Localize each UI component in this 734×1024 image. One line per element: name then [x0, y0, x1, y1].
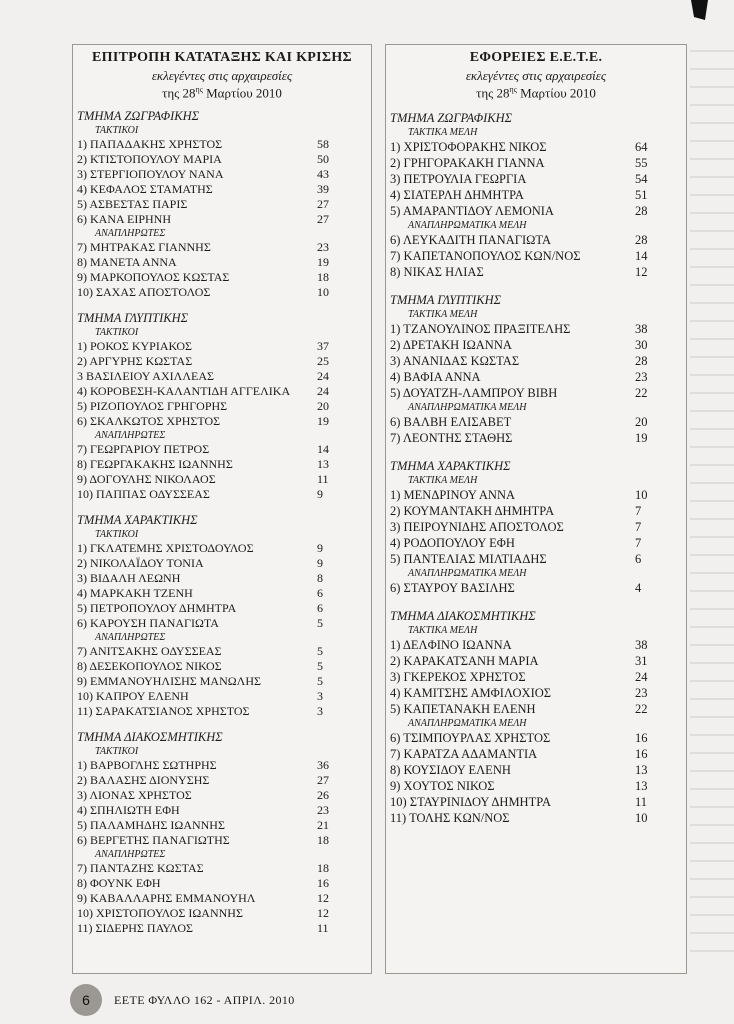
candidate-row — [77, 354, 371, 369]
candidate-row — [77, 921, 371, 936]
candidate-name: 6) ΤΣΙΜΠΟΥΡΛΑΣ ΧΡΗΣΤΟΣ — [390, 731, 551, 746]
adjacent-page-bleed — [690, 40, 734, 960]
page-number: 6 — [70, 984, 102, 1016]
candidate-name: 4) ΣΙΑΤΕΡΛΗ ΔΗΜΗΤΡΑ — [390, 188, 524, 203]
candidate-row — [77, 212, 371, 227]
candidate-name: 7) ΑΝΙΤΣΑΚΗΣ ΟΔΥΣΣΕΑΣ — [77, 644, 222, 659]
candidate-name: 10) ΣΑΧΑΣ ΑΠΟΣΤΟΛΟΣ — [77, 285, 211, 300]
candidate-name: 8) ΚΟΥΣΙΔΟΥ ΕΛΕΝΗ — [390, 763, 511, 778]
candidate-row — [390, 778, 686, 794]
candidate-row — [390, 155, 686, 171]
candidate-row — [77, 384, 371, 399]
candidate-votes: 11 — [317, 472, 329, 487]
candidate-row — [77, 414, 371, 429]
candidate-name: 3) ΒΙΔΑΛΗ ΛΕΩΝΗ — [77, 571, 181, 586]
candidate-votes: 50 — [317, 152, 329, 167]
candidate-votes: 7 — [635, 536, 642, 551]
candidate-row — [390, 580, 686, 596]
candidate-row — [77, 788, 371, 803]
candidate-votes: 38 — [635, 322, 648, 337]
candidate-row — [77, 255, 371, 270]
candidate-row — [77, 487, 371, 502]
candidate-votes: 9 — [317, 487, 323, 502]
candidate-votes: 12 — [317, 906, 329, 921]
member-group-title: ΑΝΑΠΛΗΡΩΜΑΤΙΚΑ ΜΕΛΗ — [408, 402, 527, 414]
candidate-name: 5) ΔΟΥΑΤΖΗ-ΛΑΜΠΡΟΥ ΒΙΒΗ — [390, 386, 558, 401]
panel-subtitle: εκλεγέντες στις αρχαιρεσίες — [151, 68, 293, 83]
candidate-row — [390, 519, 686, 535]
candidate-row — [390, 353, 686, 369]
candidate-votes: 18 — [317, 861, 329, 876]
candidate-name: 1) ΠΑΠΑΔΑΚΗΣ ΧΡΗΣΤΟΣ — [77, 137, 223, 152]
candidate-name: 4) ΚΟΡΟΒΕΣΗ-ΚΑΛΑΝΤΙΔΗ ΑΓΓΕΛΙΚΑ — [77, 384, 291, 399]
candidate-votes: 5 — [317, 616, 323, 631]
candidate-name: 10) ΧΡΙΣΤΟΠΟΥΛΟΣ ΙΩΑΝΝΗΣ — [77, 906, 243, 921]
candidate-row — [77, 674, 371, 689]
candidate-votes: 5 — [317, 644, 323, 659]
candidate-name: 2) ΝΙΚΟΛΑΪΔΟΥ ΤΟΝΙΑ — [77, 556, 204, 571]
panel-header — [386, 50, 686, 101]
member-group-title: ΤΑΚΤΙΚΟΙ — [95, 529, 139, 541]
candidate-votes: 9 — [317, 556, 323, 571]
panel-date — [73, 85, 371, 101]
candidate-name: 2) ΑΡΓΥΡΗΣ ΚΩΣΤΑΣ — [77, 354, 193, 369]
panel-body — [386, 101, 686, 826]
candidate-row — [390, 503, 686, 519]
panel-title: ΕΠΙΤΡΟΠΗ ΚΑΤΑΤΑΞΗΣ ΚΑΙ ΚΡΙΣΗΣ — [92, 50, 352, 65]
candidate-name: 2) ΚΑΡΑΚΑΤΣΑΝΗ ΜΑΡΙΑ — [390, 654, 539, 669]
candidate-name: 6) ΣΤΑΥΡΟΥ ΒΑΣΙΛΗΣ — [390, 581, 515, 596]
candidate-name: 11) ΤΟΛΗΣ ΚΩΝ/ΝΟΣ — [390, 811, 510, 826]
candidate-row — [390, 685, 686, 701]
candidate-votes: 5 — [317, 659, 323, 674]
candidate-name: 7) ΚΑΡΑΤΖΑ ΑΔΑΜΑΝΤΙΑ — [390, 747, 538, 762]
candidate-votes: 24 — [317, 384, 329, 399]
candidate-row — [390, 369, 686, 385]
candidate-name: 3 ΒΑΣΙΛΕΙΟΥ ΑΧΙΛΛΕΑΣ — [77, 369, 215, 384]
candidate-name: 6) ΣΚΑΛΚΩΤΟΣ ΧΡΗΣΤΟΣ — [77, 414, 221, 429]
candidate-row — [77, 773, 371, 788]
candidate-name: 2) ΒΑΛΑΣΗΣ ΔΙΟΝΥΣΗΣ — [77, 773, 210, 788]
candidate-votes: 27 — [317, 212, 329, 227]
candidate-votes: 27 — [317, 773, 329, 788]
candidate-name: 9) ΜΑΡΚΟΠΟΥΛΟΣ ΚΩΣΤΑΣ — [77, 270, 230, 285]
candidate-name: 8) ΔΕΣΕΚΟΠΟΥΛΟΣ ΝΙΚΟΣ — [77, 659, 222, 674]
candidate-votes: 31 — [635, 654, 648, 669]
panel-date — [386, 85, 686, 101]
candidate-row — [390, 487, 686, 503]
candidate-row — [77, 137, 371, 152]
candidate-votes: 11 — [317, 921, 329, 936]
candidate-name: 5) ΑΣΒΕΣΤΑΣ ΠΑΡΙΣ — [77, 197, 188, 212]
candidate-votes: 54 — [635, 172, 648, 187]
candidate-row — [77, 369, 371, 384]
candidate-name: 10) ΣΤΑΥΡΙΝΙΔΟΥ ΔΗΜΗΤΡΑ — [390, 795, 552, 810]
member-group-title: ΑΝΑΠΛΗΡΩΜΑΤΙΚΑ ΜΕΛΗ — [408, 220, 527, 232]
candidate-name: 8) ΝΙΚΑΣ ΗΛΙΑΣ — [390, 265, 484, 280]
candidate-row — [390, 187, 686, 203]
candidate-row — [390, 551, 686, 567]
candidate-row — [77, 601, 371, 616]
candidate-votes: 9 — [317, 541, 323, 556]
candidate-votes: 14 — [317, 442, 329, 457]
candidate-row — [390, 762, 686, 778]
department-section — [390, 609, 686, 826]
candidate-row — [77, 704, 371, 719]
candidate-row — [77, 891, 371, 906]
candidate-votes: 25 — [317, 354, 329, 369]
candidate-name: 1) ΤΖΑΝΟΥΛΙΝΟΣ ΠΡΑΞΙΤΕΛΗΣ — [390, 322, 571, 337]
candidate-name: 3) ΑΝΑΝΙΔΑΣ ΚΩΣΤΑΣ — [390, 354, 520, 369]
candidate-name: 8) ΓΕΩΡΓΑΚΑΚΗΣ ΙΩΑΝΝΗΣ — [77, 457, 233, 472]
candidate-row — [390, 430, 686, 446]
candidate-votes: 22 — [635, 386, 648, 401]
member-group-title: ΤΑΚΤΙΚΑ ΜΕΛΗ — [408, 309, 478, 321]
candidate-votes: 14 — [635, 249, 648, 264]
candidate-row — [390, 232, 686, 248]
candidate-votes: 19 — [635, 431, 648, 446]
corner-scan-mark — [688, 0, 708, 20]
candidate-votes: 12 — [635, 265, 648, 280]
candidate-votes: 4 — [635, 581, 642, 596]
candidate-name: 9) ΔΟΓΟΥΛΗΣ ΝΙΚΟΛΑΟΣ — [77, 472, 216, 487]
member-group-title: ΤΑΚΤΙΚΟΙ — [95, 327, 139, 339]
candidate-name: 4) ΚΑΜΙΤΣΗΣ ΑΜΦΙΛΟΧΙΟΣ — [390, 686, 552, 701]
candidate-votes: 16 — [317, 876, 329, 891]
candidate-name: 5) ΚΑΠΕΤΑΝΑΚΗ ΕΛΕΝΗ — [390, 702, 536, 717]
candidate-row — [77, 197, 371, 212]
candidate-votes: 13 — [317, 457, 329, 472]
candidate-votes: 38 — [635, 638, 648, 653]
candidate-row — [77, 270, 371, 285]
candidate-name: 3) ΠΕΙΡΟΥΝΙΔΗΣ ΑΠΟΣΤΟΛΟΣ — [390, 520, 564, 535]
candidate-row — [77, 616, 371, 631]
candidate-name: 8) ΦΟΥΝΚ ΕΦΗ — [77, 876, 161, 891]
candidate-votes: 3 — [317, 689, 323, 704]
department-section — [390, 459, 686, 596]
candidate-name: 4) ΡΟΔΟΠΟΥΛΟΥ ΕΦΗ — [390, 536, 515, 551]
candidate-row — [77, 541, 371, 556]
candidate-row — [77, 457, 371, 472]
candidate-row — [77, 442, 371, 457]
candidate-votes: 23 — [317, 240, 329, 255]
candidate-votes: 3 — [317, 704, 323, 719]
candidate-row — [390, 535, 686, 551]
candidate-name: 6) ΚΑΡΟΥΣΗ ΠΑΝΑΓΙΩΤΑ — [77, 616, 219, 631]
candidate-votes: 18 — [317, 270, 329, 285]
candidate-votes: 21 — [317, 818, 329, 833]
candidate-name: 4) ΜΑΡΚΑΚΗ ΤΖΕΝΗ — [77, 586, 193, 601]
member-group-title: ΤΑΚΤΙΚΟΙ — [95, 746, 139, 758]
candidate-row — [390, 730, 686, 746]
date-prefix: της 28 — [162, 85, 196, 101]
candidate-row — [77, 644, 371, 659]
member-group-title: ΑΝΑΠΛΗΡΩΤΕΣ — [95, 430, 166, 442]
candidate-votes: 28 — [635, 233, 648, 248]
candidate-name: 1) ΓΚΛΑΤΕΜΗΣ ΧΡΙΣΤΟΔΟΥΛΟΣ — [77, 541, 254, 556]
candidate-name: 6) ΒΑΛΒΗ ΕΛΙΣΑΒΕΤ — [390, 415, 512, 430]
candidate-votes: 22 — [635, 702, 648, 717]
section-title: ΤΜΗΜΑ ΔΙΑΚΟΣΜΗΤΙΚΗΣ — [390, 609, 536, 624]
candidate-row — [390, 669, 686, 685]
candidate-votes: 23 — [317, 803, 329, 818]
candidate-name: 10) ΠΑΠΠΑΣ ΟΔΥΣΣΕΑΣ — [77, 487, 210, 502]
section-title: ΤΜΗΜΑ ΓΛΥΠΤΙΚΗΣ — [390, 293, 502, 308]
candidate-votes: 26 — [317, 788, 329, 803]
candidate-name: 7) ΛΕΟΝΤΗΣ ΣΤΑΘΗΣ — [390, 431, 513, 446]
candidate-row — [77, 472, 371, 487]
member-group-title: ΤΑΚΤΙΚΑ ΜΕΛΗ — [408, 475, 478, 487]
candidate-name: 1) ΧΡΙΣΤΟΦΟΡΑΚΗΣ ΝΙΚΟΣ — [390, 140, 547, 155]
candidate-name: 3) ΓΚΕΡΕΚΟΣ ΧΡΗΣΤΟΣ — [390, 670, 526, 685]
member-group-title: ΤΑΚΤΙΚΑ ΜΕΛΗ — [408, 127, 478, 139]
date-suffix: Μαρτίου 2010 — [516, 85, 596, 101]
candidate-name: 7) ΜΗΤΡΑΚΑΣ ΓΙΑΝΝΗΣ — [77, 240, 211, 255]
candidate-row — [390, 701, 686, 717]
candidate-name: 2) ΚΤΙΣΤΟΠΟΥΛΟΥ ΜΑΡΙΑ — [77, 152, 222, 167]
candidate-row — [77, 803, 371, 818]
page-footer — [70, 984, 295, 1016]
candidate-votes: 20 — [317, 399, 329, 414]
panel-subtitle: εκλεγέντες στις αρχαιρεσίες — [465, 68, 607, 83]
candidate-row — [77, 586, 371, 601]
committee-panel — [72, 44, 372, 974]
candidate-row — [77, 399, 371, 414]
candidate-votes: 13 — [635, 779, 648, 794]
date-superscript: ης — [195, 85, 203, 94]
candidate-name: 7) ΓΕΩΡΓΑΡΙΟΥ ΠΕΤΡΟΣ — [77, 442, 210, 457]
candidate-name: 6) ΒΕΡΓΕΤΗΣ ΠΑΝΑΓΙΩΤΗΣ — [77, 833, 230, 848]
candidate-row — [390, 264, 686, 280]
candidate-votes: 28 — [635, 204, 648, 219]
candidate-row — [390, 337, 686, 353]
candidate-votes: 7 — [635, 504, 642, 519]
candidate-name: 1) ΔΕΛΦΙΝΟ ΙΩΑΝΝΑ — [390, 638, 512, 653]
member-group-title: ΤΑΚΤΙΚΑ ΜΕΛΗ — [408, 625, 478, 637]
candidate-name: 5) ΠΕΤΡΟΠΟΥΛΟΥ ΔΗΜΗΤΡΑ — [77, 601, 237, 616]
panel-header — [73, 50, 371, 101]
candidate-row — [77, 659, 371, 674]
member-group-title: ΑΝΑΠΛΗΡΩΜΑΤΙΚΑ ΜΕΛΗ — [408, 568, 527, 580]
candidate-votes: 16 — [635, 747, 648, 762]
member-group-title: ΑΝΑΠΛΗΡΩΤΕΣ — [95, 228, 166, 240]
candidate-name: 6) ΛΕΥΚΑΔΙΤΗ ΠΑΝΑΓΙΩΤΑ — [390, 233, 552, 248]
candidate-row — [390, 746, 686, 762]
candidate-votes: 19 — [317, 414, 329, 429]
candidate-name: 2) ΚΟΥΜΑΝΤΑΚΗ ΔΗΜΗΤΡΑ — [390, 504, 555, 519]
candidate-row — [390, 321, 686, 337]
candidate-name: 1) ΒΑΡΒΟΓΛΗΣ ΣΩΤΗΡΗΣ — [77, 758, 217, 773]
candidate-row — [77, 689, 371, 704]
candidate-row — [390, 653, 686, 669]
department-section — [77, 311, 371, 502]
candidate-name: 5) ΡΙΖΟΠΟΥΛΟΣ ΓΡΗΓΟΡΗΣ — [77, 399, 228, 414]
candidate-name: 5) ΠΑΝΤΕΛΙΑΣ ΜΙΛΤΙΑΔΗΣ — [390, 552, 547, 567]
section-title: ΤΜΗΜΑ ΧΑΡΑΚΤΙΚΗΣ — [77, 513, 198, 528]
candidate-row — [77, 906, 371, 921]
candidate-votes: 51 — [635, 188, 648, 203]
candidate-row — [77, 285, 371, 300]
candidate-votes: 20 — [635, 415, 648, 430]
candidate-row — [77, 182, 371, 197]
candidate-votes: 6 — [635, 552, 642, 567]
candidate-row — [390, 203, 686, 219]
candidate-votes: 10 — [317, 285, 329, 300]
candidate-row — [390, 794, 686, 810]
department-section — [77, 730, 371, 936]
candidate-votes: 30 — [635, 338, 648, 353]
candidate-name: 5) ΠΑΛΑΜΗΔΗΣ ΙΩΑΝΝΗΣ — [77, 818, 225, 833]
department-section — [77, 109, 371, 300]
department-section — [77, 513, 371, 719]
candidate-votes: 37 — [317, 339, 329, 354]
candidate-name: 3) ΛΙΟΝΑΣ ΧΡΗΣΤΟΣ — [77, 788, 192, 803]
candidate-votes: 6 — [317, 586, 323, 601]
candidate-votes: 19 — [317, 255, 329, 270]
candidate-row — [390, 810, 686, 826]
candidate-name: 6) ΚΑΝΑ ΕΙΡΗΝΗ — [77, 212, 171, 227]
candidate-votes: 23 — [635, 370, 648, 385]
candidate-votes: 16 — [635, 731, 648, 746]
member-group-title: ΑΝΑΠΛΗΡΩΤΕΣ — [95, 849, 166, 861]
candidate-votes: 55 — [635, 156, 648, 171]
candidate-name: 1) ΜΕΝΔΡΙΝΟΥ ΑΝΝΑ — [390, 488, 516, 503]
candidate-votes: 43 — [317, 167, 329, 182]
candidate-row — [77, 758, 371, 773]
section-title: ΤΜΗΜΑ ΧΑΡΑΚΤΙΚΗΣ — [390, 459, 511, 474]
department-section — [390, 111, 686, 280]
candidate-row — [77, 833, 371, 848]
candidate-votes: 24 — [317, 369, 329, 384]
candidate-name: 11) ΣΑΡΑΚΑΤΣΙΑΝΟΣ ΧΡΗΣΤΟΣ — [77, 704, 250, 719]
candidate-row — [390, 385, 686, 401]
candidate-name: 3) ΠΕΤΡΟΥΛΙΑ ΓΕΩΡΓΙΑ — [390, 172, 527, 187]
candidate-name: 7) ΠΑΝΤΑΖΗΣ ΚΩΣΤΑΣ — [77, 861, 204, 876]
candidate-votes: 7 — [635, 520, 642, 535]
candidate-votes: 18 — [317, 833, 329, 848]
candidate-name: 2) ΓΡΗΓΟΡΑΚΑΚΗ ΓΙΑΝΝΑ — [390, 156, 545, 171]
section-title: ΤΜΗΜΑ ΖΩΓΡΑΦΙΚΗΣ — [390, 111, 513, 126]
candidate-votes: 24 — [635, 670, 648, 685]
candidate-name: 11) ΣΙΔΕΡΗΣ ΠΑΥΛΟΣ — [77, 921, 193, 936]
candidate-name: 9) ΕΜΜΑΝΟΥΗΛΙΣΗΣ ΜΑΝΩΛΗΣ — [77, 674, 262, 689]
section-title: ΤΜΗΜΑ ΔΙΑΚΟΣΜΗΤΙΚΗΣ — [77, 730, 223, 745]
date-suffix: Μαρτίου 2010 — [202, 85, 282, 101]
candidate-name: 7) ΚΑΠΕΤΑΝΟΠΟΥΛΟΣ ΚΩΝ/ΝΟΣ — [390, 249, 581, 264]
candidate-name: 10) ΚΑΠΡΟΥ ΕΛΕΝΗ — [77, 689, 189, 704]
member-group-title: ΑΝΑΠΛΗΡΩΤΕΣ — [95, 632, 166, 644]
date-superscript: ης — [509, 85, 517, 94]
member-group-title: ΑΝΑΠΛΗΡΩΜΑΤΙΚΑ ΜΕΛΗ — [408, 718, 527, 730]
member-group-title: ΤΑΚΤΙΚΟΙ — [95, 125, 139, 137]
candidate-votes: 8 — [317, 571, 323, 586]
candidate-votes: 6 — [317, 601, 323, 616]
candidate-row — [77, 876, 371, 891]
candidate-votes: 10 — [635, 488, 648, 503]
candidate-name: 9) ΧΟΥΤΟΣ ΝΙΚΟΣ — [390, 779, 495, 794]
candidate-votes: 28 — [635, 354, 648, 369]
candidate-row — [77, 818, 371, 833]
candidate-row — [390, 637, 686, 653]
section-title: ΤΜΗΜΑ ΖΩΓΡΑΦΙΚΗΣ — [77, 109, 200, 124]
candidate-name: 4) ΚΕΦΑΛΟΣ ΣΤΑΜΑΤΗΣ — [77, 182, 213, 197]
candidate-row — [77, 339, 371, 354]
candidate-votes: 5 — [317, 674, 323, 689]
boards-panel — [385, 44, 687, 974]
candidate-row — [390, 139, 686, 155]
candidate-votes: 39 — [317, 182, 329, 197]
panel-body — [73, 101, 371, 936]
section-title: ΤΜΗΜΑ ΓΛΥΠΤΙΚΗΣ — [77, 311, 189, 326]
candidate-name: 3) ΣΤΕΡΓΙΟΠΟΥΛΟΥ ΝΑΝΑ — [77, 167, 224, 182]
candidate-name: 4) ΣΠΗΛΙΩΤΗ ΕΦΗ — [77, 803, 180, 818]
candidate-votes: 13 — [635, 763, 648, 778]
candidate-votes: 23 — [635, 686, 648, 701]
candidate-name: 4) ΒΑΦΙΑ ΑΝΝΑ — [390, 370, 481, 385]
candidate-row — [77, 167, 371, 182]
candidate-row — [390, 171, 686, 187]
candidate-votes: 58 — [317, 137, 329, 152]
candidate-name: 8) ΜΑΝΕΤΑ ΑΝΝΑ — [77, 255, 177, 270]
candidate-name: 5) ΑΜΑΡΑΝΤΙΔΟΥ ΛΕΜΟΝΙΑ — [390, 204, 554, 219]
panel-title: ΕΦΟΡΕΙΕΣ Ε.Ε.Τ.Ε. — [469, 50, 603, 65]
candidate-votes: 36 — [317, 758, 329, 773]
footer-text: ΕΕΤΕ ΦΥΛΛΟ 162 - ΑΠΡΙΛ. 2010 — [114, 992, 295, 1007]
candidate-name: 1) ΡΟΚΟΣ ΚΥΡΙΑΚΟΣ — [77, 339, 192, 354]
candidate-row — [77, 571, 371, 586]
candidate-row — [390, 248, 686, 264]
candidate-row — [390, 414, 686, 430]
candidate-row — [77, 861, 371, 876]
candidate-row — [77, 152, 371, 167]
candidate-name: 9) ΚΑΒΑΛΛΑΡΗΣ ΕΜΜΑΝΟΥΗΛ — [77, 891, 256, 906]
candidate-name: 2) ΔΡΕΤΑΚΗ ΙΩΑΝΝΑ — [390, 338, 512, 353]
department-section — [390, 293, 686, 446]
candidate-votes: 27 — [317, 197, 329, 212]
candidate-votes: 12 — [317, 891, 329, 906]
candidate-votes: 64 — [635, 140, 648, 155]
candidate-votes: 11 — [635, 795, 648, 810]
candidate-votes: 10 — [635, 811, 648, 826]
candidate-row — [77, 240, 371, 255]
candidate-row — [77, 556, 371, 571]
date-prefix: της 28 — [476, 85, 510, 101]
